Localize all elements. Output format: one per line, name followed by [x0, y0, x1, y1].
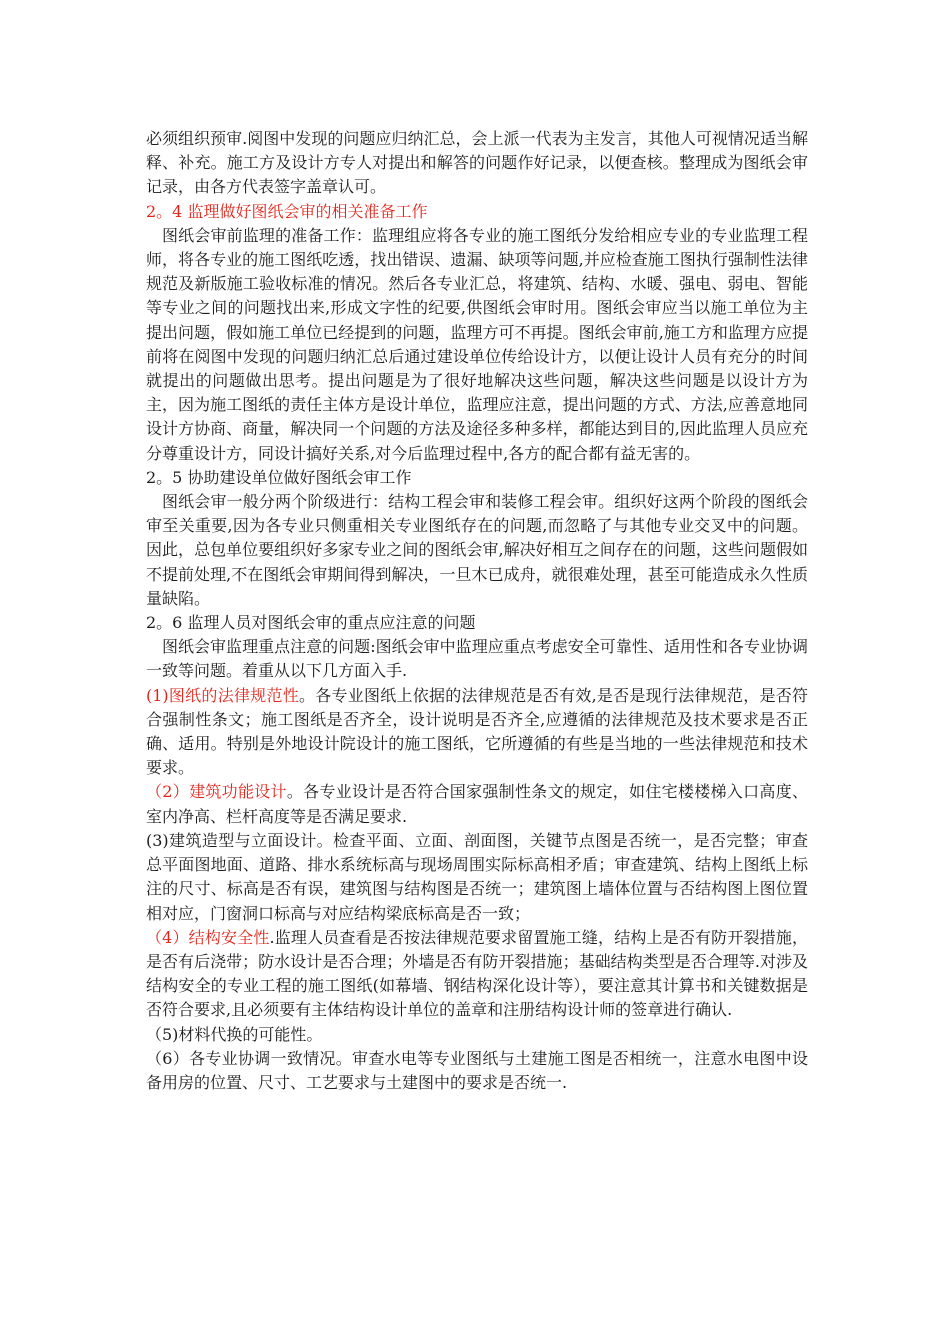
list-item: [146, 1047, 808, 1095]
item-text: （6）各专业协调一致情况。审查水电等专业图纸与土建施工图是否相统一，注意水电图中设备用房的位置、尺寸、工艺要求与土建图中的要求是否统一.: [146, 1048, 808, 1092]
item-label-function: （2）建筑功能设计: [146, 782, 287, 802]
item-text: (3)建筑造型与立面设计。检查平面、立面、剖面图，关键节点图是否统一，是否完整；审查总平面图地面、道路、排水系统标高与现场周围实际标高相矛盾；审查建筑、结构上图纸上标注的尺寸、标高是否有误，建筑图与结构图是否统一；建筑图上墙体位置与否结构图上图位置相对应，门窗洞口标高与对应结构梁底标高是否一致；: [146, 830, 808, 923]
paragraph: 图纸会审监理重点注意的问题:图纸会审中监理应重点考虑安全可靠性、适用性和各专业协调一致等问题。着重从以下几方面入手.: [146, 637, 808, 681]
list-item: [146, 780, 808, 828]
section-heading-2-5: 2。5 协助建设单位做好图纸会审工作: [146, 467, 412, 487]
list-item: [146, 829, 808, 926]
section-heading-2-6: 2。6 监理人员对图纸会审的重点应注意的问题: [146, 613, 476, 633]
list-item: [146, 1023, 808, 1047]
item-label-structure: （4）结构安全性: [146, 927, 270, 947]
document-body: [146, 127, 808, 1095]
item-text: 。各专业图纸上依据的法律规范是否有效,是否是现行法律规范，是否符合强制性条文；施工图纸是否齐全，设计说明是否齐全,应遵循的法律规范及技术要求是否正确、适用。特别是外地设计院设计的施工图纸，它所遵循的有些是当地的一些法律规范和技术要求。: [146, 685, 808, 778]
list-item: [146, 926, 808, 1023]
paragraph: 图纸会审前监理的准备工作：监理组应将各专业的施工图纸分发给相应专业的专业监理工程师，将各专业的施工图纸吃透，找出错误、遗漏、缺项等问题,并应检查施工图执行强制性法律规范及新版施工验收标准的情况。然后各专业汇总，将建筑、结构、水暖、强电、弱电、智能等专业之间的问题找出来,形成文字性的纪要,供图纸会审时用。图纸会审应当以施工单位为主提出问题，假如施工单位已经提到的问题，监理方可不再提。图纸会审前,施工方和监理方应提前将在阅图中发现的问题归纳汇总后通过建设单位传给设计方，以便让设计人员有充分的时间就提出的问题做出思考。提出问题是为了很好地解决这些问题，解决这些问题是以设计方为主，因为施工图纸的责任主体方是设计单位，监理应注意，提出问题的方式、方法,应善意地同设计方协商、商量，解决同一个问题的方法及途径多种多样，都能达到目的,因此监理人员应充分尊重设计方，同设计搞好关系,对今后监理过程中,各方的配合都有益无害的。: [146, 225, 808, 463]
item-text: .监理人员查看是否按法律规范要求留置施工缝，结构上是否有防开裂措施，是否有后浇带；防水设计是否合理；外墙是否有防开裂措施；基础结构类型是否合理等.对涉及结构安全的专业工程的施工图纸(如幕墙、钢结构深化设计等），要注意其计算书和关键数据是否符合要求,且必须要有主体结构设计单位的盖章和注册结构设计师的签章进行确认.: [146, 927, 808, 1020]
item-text: 。各专业设计是否符合国家强制性条文的规定，如住宅楼楼梯入口高度、室内净高、栏杆高度等是否满足要求.: [146, 782, 808, 826]
section-heading-2-4: 2。4 监理做好图纸会审的相关准备工作: [146, 201, 428, 221]
item-text: （5)材料代换的可能性。: [146, 1024, 323, 1044]
list-item: [146, 684, 808, 781]
item-label-legal: (1)图纸的法律规范性: [146, 685, 299, 705]
paragraph: 图纸会审一般分两个阶级进行：结构工程会审和装修工程会审。组织好这两个阶段的图纸会审至关重要,因为各专业只侧重相关专业图纸存在的问题,而忽略了与其他专业交叉中的问题。因此，总包单位要组织好多家专业之间的图纸会审,解决好相互之间存在的问题，这些问题假如不提前处理,不在图纸会审期间得到解决，一旦木已成舟，就很难处理，甚至可能造成永久性质量缺陷。: [146, 492, 808, 608]
paragraph: 必须组织预审.阅图中发现的问题应归纳汇总，会上派一代表为主发言，其他人可视情况适当解释、补充。施工方及设计方专人对提出和解答的问题作好记录，以便查核。整理成为图纸会审记录，由各方代表签字盖章认可。: [146, 129, 808, 197]
